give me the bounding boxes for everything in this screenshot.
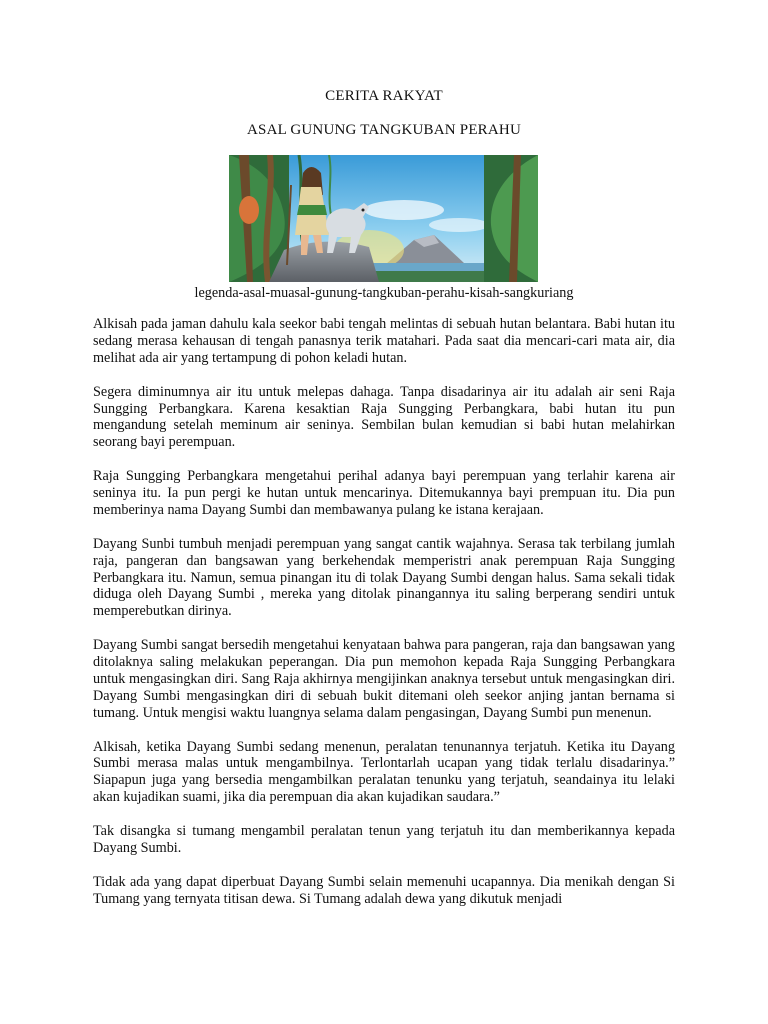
story-title: ASAL GUNUNG TANGKUBAN PERAHU <box>247 122 521 138</box>
paragraph: Dayang Sumbi sangat bersedih mengetahui kenyataan bahwa para pangeran, raja dan bangsawan yang ditolaknya saling melakukan peperangan. Dia pun memohon kepada Raja Sungging Perbangkara untuk mengasingkan diri. Sang Raja akhirnya mengijinkan anaknya tersebut untuk mengasingkan diri. Dayang Sumbi mengasingkan diri di sebuah bukit ditemani oleh seekor anjing jantan bernama si tumang. Untuk mengisi waktu luangnya selama dalam pengasingan, Dayang Sumbi pun menenun. <box>93 637 675 721</box>
paragraph: Raja Sungging Perbangkara mengetahui perihal adanya bayi perempuan yang terlahir karena air seninya itu. Ia pun pergi ke hutan untuk mencarinya. Ditemukannya bayi prempuan itu. Dia pun memberinya nama Dayang Sumbi dan membawanya pulang ke istana kerajaan. <box>93 468 675 518</box>
paragraph: Alkisah, ketika Dayang Sumbi sedang menenun, peralatan tenunannya terjatuh. Ketika itu Dayang Sumbi merasa malas untuk mengambilnya. Terlontarlah ucapan yang tidak terlalu disadarinya.” Siapapun juga yang bersedia mengambilkan peralatan tenunku yang terjatuh, seandainya itu lelaki akan kujadikan suami, jika dia perempuan dia akan kujadikan saudara.” <box>93 738 675 806</box>
image-caption: legenda-asal-muasal-gunung-tangkuban-perahu-kisah-sangkuriang <box>194 285 574 301</box>
paragraph: Dayang Sunbi tumbuh menjadi perempuan yang sangat cantik wajahnya. Serasa tak terbilang jumlah raja, pangeran dan bangsawan yang berkehendak memperistri anak perempuan Raja Sungging Perbangkara itu. Namun, semua pinangan itu di tolak Dayang Sumbi dengan halus. Sama sekali tidak diduga oleh Dayang Sumbi , mereka yang ditolak pinangannya itu saling berperang sendiri untuk memperebutkan dirinya. <box>93 535 675 620</box>
paragraph: Tidak ada yang dapat diperbuat Dayang Sumbi selain memenuhi ucapannya. Dia menikah dengan Si Tumang yang ternyata titisan dewa. Si Tumang adalah dewa yang dikutuk menjadi <box>93 873 675 907</box>
story-illustration <box>229 155 538 282</box>
story-body <box>93 316 675 925</box>
paragraph: Tak disangka si tumang mengambil peralatan tenun yang terjatuh itu dan memberikannya kepada Dayang Sumbi. <box>93 823 675 856</box>
paragraph: Segera diminumnya air itu untuk melepas dahaga. Tanpa disadarinya air itu adalah air seni Raja Sungging Perbangkara. Karena kesaktian Raja Sungging Perbangkara, babi hutan itu pun mengandung setelah meminum air seninya. Sembilan bulan kemudian si babi hutan melahirkan seorang bayi perempuan. <box>93 383 675 451</box>
paragraph: Alkisah pada jaman dahulu kala seekor babi tengah melintas di sebuah hutan belantara. Babi hutan itu sedang merasa kehausan di tengah panasnya terik matahari. Pada saat dia mencari-cari mata air, dia melihat ada air yang tertampung di pohon keladi hutan. <box>93 316 675 366</box>
legend-illustration-image <box>229 155 538 282</box>
document-heading: CERITA RAKYAT <box>325 88 443 104</box>
